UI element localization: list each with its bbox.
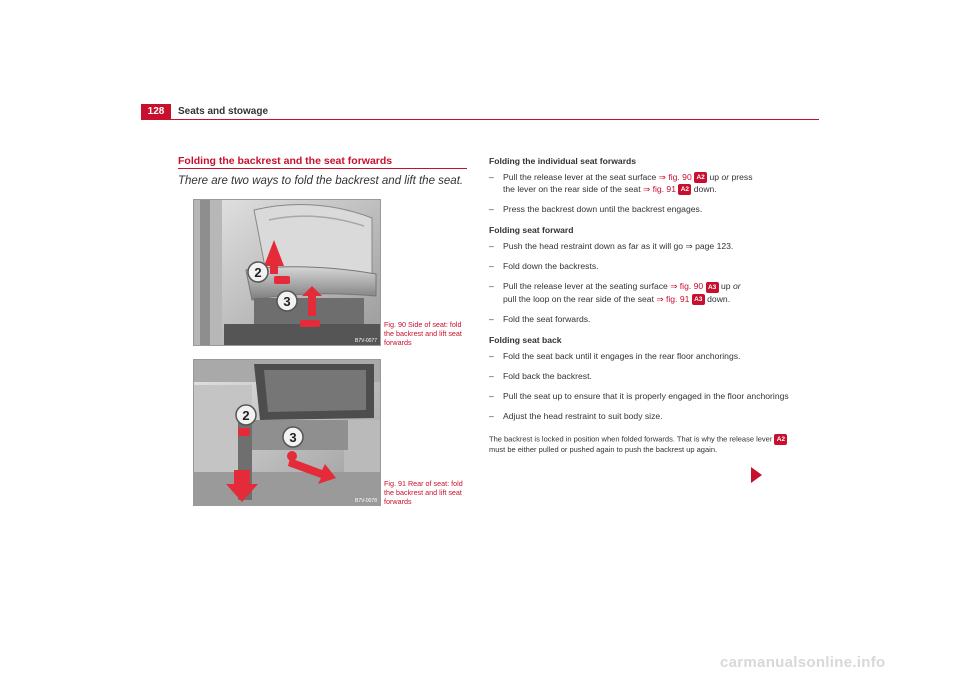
step-seat-back: – Fold the seat back until it engages in the rear floor anchorings. bbox=[489, 350, 789, 362]
fig-91-reference-link[interactable]: ⇒ fig. 91 bbox=[642, 184, 676, 195]
running-header-title: Seats and stowage bbox=[178, 106, 269, 117]
figure-91-caption: Fig. 91 Rear of seat: fold the backrest and lift seat forwards bbox=[384, 479, 463, 506]
step-adjust-head-restraint: – Adjust the head restraint to suit body size. bbox=[489, 410, 789, 422]
step-pull-lever: – Pull the release lever at the seating surface ⇒ fig. 90 A3 up or pull the loop on the rear side of the seat ⇒ fig. 91 A3 down. bbox=[489, 280, 789, 304]
svg-text:3: 3 bbox=[283, 294, 291, 309]
section-divider bbox=[178, 168, 467, 169]
header-divider bbox=[141, 119, 819, 120]
folding-forward-heading: Folding seat forward bbox=[489, 225, 574, 236]
section-subtitle: There are two ways to fold the backrest and lift the seat. bbox=[178, 175, 464, 187]
svg-text:3: 3 bbox=[289, 430, 297, 445]
figure-91-seat-rear bbox=[193, 359, 381, 506]
step-fold-back-backrest: – Fold back the backrest. bbox=[489, 370, 789, 382]
callout-a2-badge: A2 bbox=[678, 184, 691, 195]
svg-text:B7V-0077: B7V-0077 bbox=[355, 338, 377, 344]
fig-91-reference-link[interactable]: ⇒ fig. 91 bbox=[656, 293, 690, 304]
note-text: The backrest is locked in position when folded forwards. That is why the release lever A2 must be either pulled or pushed again to push the backrest up again. bbox=[489, 434, 789, 455]
figure-90-seat-side bbox=[193, 199, 381, 346]
svg-text:B7V-0078: B7V-0078 bbox=[355, 498, 377, 504]
figure-90-caption: Fig. 90 Side of seat: fold the backrest and lift seat forwards bbox=[384, 320, 462, 347]
callout-a3-badge: A3 bbox=[692, 294, 705, 305]
next-page-arrow-icon[interactable] bbox=[751, 467, 762, 483]
callout-a2-badge: A2 bbox=[774, 434, 787, 445]
step-press-backrest: – Press the backrest down until the backrest engages. bbox=[489, 203, 789, 215]
fig-90-reference-link[interactable]: ⇒ fig. 90 bbox=[670, 281, 704, 292]
step-release-lever: – Pull the release lever at the seat surface ⇒ fig. 90 A2 up or press the lever on the rear side of the seat ⇒ fig. 91 A2 down. bbox=[489, 171, 789, 195]
instructions-column bbox=[489, 155, 789, 455]
callout-a2-badge: A2 bbox=[694, 172, 707, 183]
step-fold-seat: – Fold the seat forwards. bbox=[489, 313, 789, 325]
watermark: carmanualsonline.info bbox=[720, 654, 886, 671]
individual-seat-heading: Folding the individual seat forwards bbox=[489, 156, 637, 166]
svg-text:2: 2 bbox=[254, 265, 262, 280]
fig-90-reference-link[interactable]: ⇒ fig. 90 bbox=[658, 172, 692, 182]
callout-a3-badge: A3 bbox=[706, 282, 719, 293]
step-head-restraint: – Push the head restraint down as far as it will go ⇒ page 123. bbox=[489, 240, 789, 252]
step-fold-backrests: – Fold down the backrests. bbox=[489, 260, 789, 272]
page-number: 128 bbox=[141, 104, 171, 120]
step-pull-seat-up: – Pull the seat up to ensure that it is properly engaged in the floor anchorings bbox=[489, 390, 789, 402]
section-title: Folding the backrest and the seat forwards bbox=[178, 155, 393, 167]
folding-back-heading: Folding seat back bbox=[489, 334, 562, 345]
svg-text:2: 2 bbox=[242, 408, 250, 423]
